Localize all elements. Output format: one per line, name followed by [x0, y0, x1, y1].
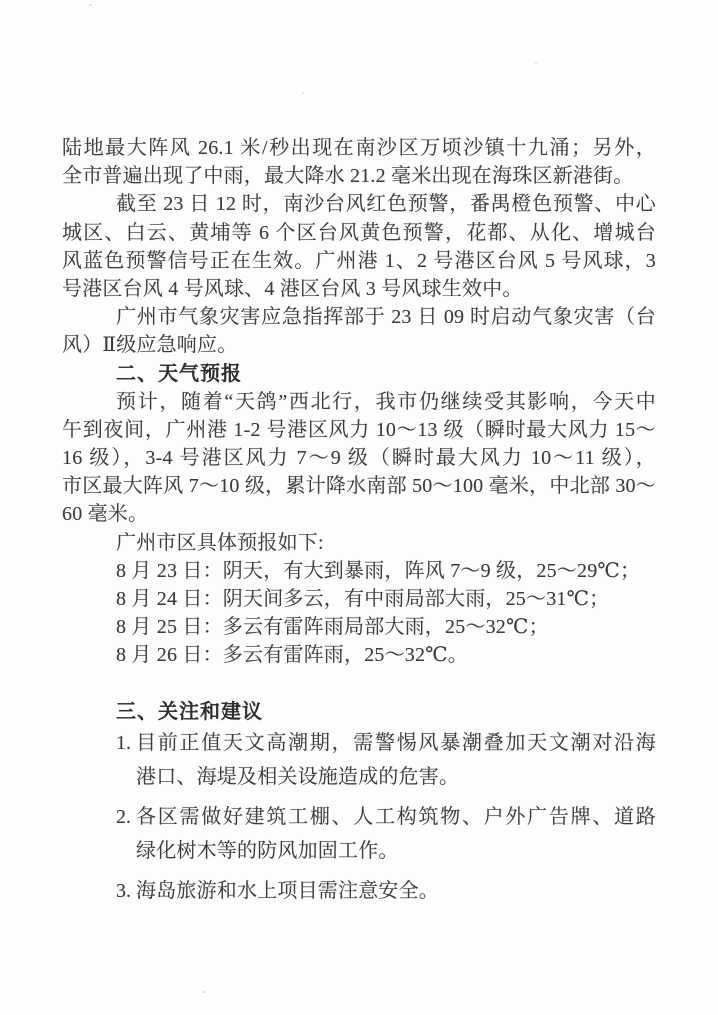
- advice-item-1: [62, 726, 656, 794]
- body-line: 风）Ⅱ级应急响应。: [62, 334, 238, 357]
- advice-line: 目前正值天文高潮期，需警惕风暴潮叠加天文潮对沿海: [136, 731, 656, 754]
- body-line: 午到夜间，广州港 1-2 号港区风力 10～13 级（瞬时最大风力 15～: [62, 418, 656, 441]
- body-line: 广州市气象灾害应急指挥部于 23 日 09 时启动气象灾害（台: [116, 306, 656, 329]
- advice-list: [62, 726, 656, 908]
- scan-speckle: [535, 62, 537, 64]
- advice-line: 各区需做好建筑工棚、人工构筑物、户外广告牌、道路: [136, 805, 656, 828]
- advice-item-number: 3.: [116, 879, 131, 902]
- body-line: 广州市区具体预报如下:: [116, 531, 324, 554]
- body-line: 风蓝色预警信号正在生效。广州港 1、2 号港区台风 5 号风球，3: [62, 249, 656, 272]
- body-line: 全市普遍出现了中雨，最大降水 21.2 毫米出现在海珠区新港街。: [62, 165, 634, 188]
- body-line: 预计，随着“天鸽”西北行，我市仍继续受其影响，今天中: [116, 390, 656, 413]
- forecast-line-aug25: 8 月 25 日：多云有雷阵雨局部大雨，25～32℃；: [116, 616, 549, 639]
- forecast-line-aug26: 8 月 26 日：多云有雷阵雨，25～32℃。: [116, 644, 468, 667]
- advice-item-number: 2.: [116, 805, 131, 828]
- body-line: 城区、白云、黄埔等 6 个区台风黄色预警，花都、从化、增城台: [62, 221, 656, 244]
- forecast-line-aug24: 8 月 24 日：阴天间多云，有中雨局部大雨，25～31℃；: [116, 588, 610, 610]
- advice-line: 港口、海堤及相关设施造成的危害。: [136, 765, 460, 788]
- advice-line: 海岛旅游和水上项目需注意安全。: [136, 879, 439, 902]
- forecast-line-aug23: 8 月 23 日：阴天，有大到暴雨，阵风 7～9 级，25～29℃；: [116, 559, 641, 582]
- document-body: [62, 134, 656, 914]
- body-line: 截至 23 日 12 时，南沙台风红色预警，番禺橙色预警、中心: [116, 193, 656, 216]
- body-line: 陆地最大阵风 26.1 米/秒出现在南沙区万顷沙镇十九涌；另外，: [62, 137, 656, 159]
- advice-item-3: [62, 874, 656, 908]
- advice-line: 绿化树木等的防风加固工作。: [136, 839, 399, 862]
- scan-speckle: [203, 991, 206, 993]
- scan-speckle: [89, 4, 92, 6]
- body-line: 60 毫米。: [62, 503, 149, 526]
- section-heading-advice: 三、关注和建议: [116, 700, 263, 723]
- body-line: 16 级），3-4 号港区风力 7～9 级（瞬时最大风力 10～11 级），: [62, 447, 656, 470]
- body-line: 号港区台风 4 号风球、4 港区台风 3 号风球生效中。: [62, 277, 523, 300]
- scan-speckle: [302, 92, 304, 94]
- advice-item-2: [62, 800, 656, 868]
- body-line: 市区最大阵风 7～10 级，累计降水南部 50～100 毫米，中北部 30～: [62, 475, 656, 498]
- section-heading-weather: 二、天气预报: [116, 362, 242, 385]
- advice-item-number: 1.: [116, 731, 131, 754]
